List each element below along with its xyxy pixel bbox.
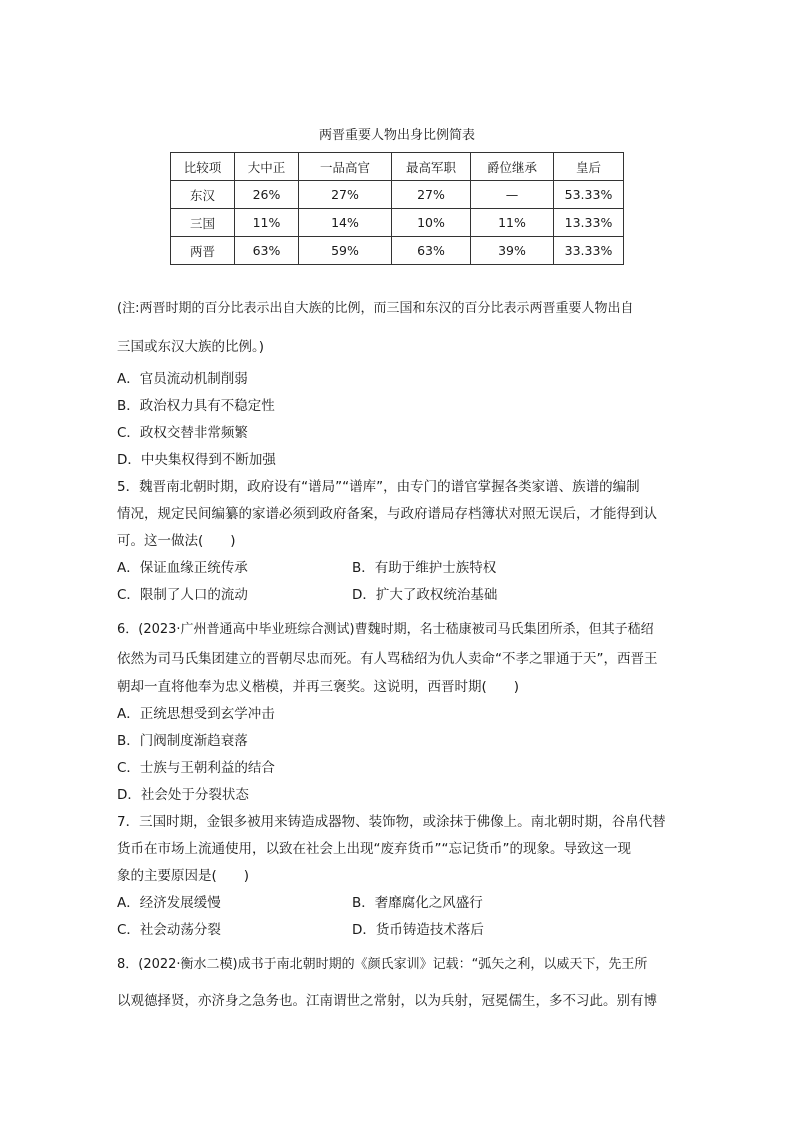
table-note-line: 三国或东汉大族的比例。)	[117, 339, 265, 355]
table-row	[171, 181, 624, 209]
table-cell: 59%	[299, 237, 392, 265]
table-note-line: (注:两晋时期的百分比表示出自大族的比例，而三国和东汉的百分比表示两晋重要人物出自	[117, 301, 634, 316]
q7-stem-line: 货币在市场上流通使用，以致在社会上出现“废弃货币”“忘记货币”的现象。导致这一现	[117, 841, 631, 857]
table-header-cell: 大中正	[235, 153, 299, 181]
q5-option-a: A．保证血缘正统传承	[117, 560, 248, 576]
q7-option-a: A．经济发展缓慢	[117, 895, 221, 911]
q4-option-d: D．中央集权得到不断加强	[117, 452, 276, 468]
table-cell: 14%	[299, 209, 392, 237]
q5-option-c: C．限制了人口的流动	[117, 587, 248, 603]
q6-stem-line: 依然为司马氏集团建立的晋朝尽忠而死。有人骂嵇绍为仇人卖命“不孝之罪通于天”，西晋王	[117, 651, 658, 667]
comparison-table	[170, 152, 624, 265]
table-title: 两晋重要人物出身比例简表	[318, 128, 475, 143]
table-header-cell: 比较项	[171, 153, 235, 181]
table-cell: 26%	[235, 181, 299, 209]
q5-stem-line: 情况，规定民间编纂的家谱必须到政府备案，与政府谱局存档簿状对照无误后，才能得到认	[117, 506, 657, 522]
q7-option-d: D．货币铸造技术落后	[352, 922, 484, 938]
table-cell: 两晋	[171, 237, 235, 265]
table-header-row	[171, 153, 624, 181]
q6-stem-line: 朝却一直将他奉为忠义楷模，并再三褒奖。这说明，西晋时期( )	[117, 679, 520, 695]
q5-stem-line: 可。这一做法( )	[117, 533, 236, 549]
table-cell: —	[471, 181, 554, 209]
q6-option-d: D．社会处于分裂状态	[117, 787, 249, 803]
q4-option-c: C．政权交替非常频繁	[117, 425, 248, 441]
q6-option-a: A．正统思想受到玄学冲击	[117, 706, 275, 722]
table-header-cell: 爵位继承	[471, 153, 554, 181]
q7-stem-line: 7．三国时期，金银多被用来铸造成器物、装饰物，或涂抹于佛像上。南北朝时期，谷帛代替	[117, 814, 666, 830]
q7-option-c: C．社会动荡分裂	[117, 922, 221, 938]
table-header-cell: 最高军职	[392, 153, 471, 181]
q4-option-a: A．官员流动机制削弱	[117, 371, 248, 387]
table-cell: 13.33%	[554, 209, 624, 237]
q8-stem-line: 8．(2022·衡水二模)成书于南北朝时期的《颜氏家训》记载：“弧矢之利，以威天下，先王所	[117, 957, 648, 972]
table-cell: 11%	[235, 209, 299, 237]
table-cell: 11%	[471, 209, 554, 237]
table-header-cell: 一品高官	[299, 153, 392, 181]
q4-option-b: B．政治权力具有不稳定性	[117, 398, 275, 414]
q7-option-b: B．奢靡腐化之风盛行	[352, 895, 483, 911]
table-cell: 33.33%	[554, 237, 624, 265]
q7-stem-line: 象的主要原因是( )	[117, 868, 250, 884]
q8-stem-line: 以观德择贤，亦济身之急务也。江南谓世之常射，以为兵射，冠冕儒生，多不习此。别有博	[117, 993, 657, 1009]
q5-option-b: B．有助于维护士族特权	[352, 560, 497, 576]
table-cell: 63%	[392, 237, 471, 265]
table-cell: 53.33%	[554, 181, 624, 209]
q6-option-c: C．士族与王朝利益的结合	[117, 760, 275, 776]
table-cell: 39%	[471, 237, 554, 265]
table-cell: 东汉	[171, 181, 235, 209]
q5-option-d: D．扩大了政权统治基础	[352, 587, 498, 603]
table-cell: 10%	[392, 209, 471, 237]
table-header-cell: 皇后	[554, 153, 624, 181]
table-cell: 27%	[299, 181, 392, 209]
table-cell: 27%	[392, 181, 471, 209]
q6-stem-line: 6．(2023·广州普通高中毕业班综合测试)曹魏时期，名士嵇康被司马氏集团所杀，但其子嵇绍	[117, 622, 654, 637]
table-cell: 63%	[235, 237, 299, 265]
table-row	[171, 237, 624, 265]
q6-option-b: B．门阀制度渐趋衰落	[117, 733, 248, 749]
q5-stem-line: 5．魏晋南北朝时期，政府设有“谱局”“谱库”，由专门的谱官掌握各类家谱、族谱的编制	[117, 479, 640, 495]
table-cell: 三国	[171, 209, 235, 237]
table-row	[171, 209, 624, 237]
